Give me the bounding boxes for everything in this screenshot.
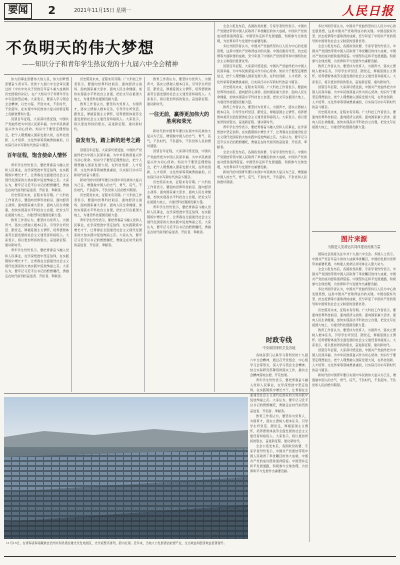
body-paragraph: 历史照亮未来，征程未有穷期。广大科技工作者表示，要面向世界科技前沿、面向经济主战场、面向国家重大需求、面向人民生命健康，加快实现高水平科技自立自强，把论文写在祖国大地上，为建设科技强国贡献力量。 bbox=[5, 192, 69, 218]
body-paragraph: 历史照亮未来，征程未有穷期。广大科技工作者表示，要面向世界科技前沿、面向经济主战场、面向国家重大需求、面向人民生命健康，加快实现高水平科技自立自强，把论文写在祖国大地上，为建设科技强国贡献力量。 bbox=[217, 84, 307, 104]
lead-paragraph: 伟大的事业需要伟大的人民，伟大的梦想需要奋斗者书写。党的十九届六中全会审议通过的《中共中央关于党的百年奋斗重大成就和历史经验的决议》，在广大知识分子和青年学生中引起热烈反响。大家表示，要深入学习领会全会精神，以史为鉴、开创未来，不负时代、不负韶华，在实现中华民族伟大复兴的新征程上贡献智慧和力量。 bbox=[5, 77, 69, 117]
body-paragraph: 回望百年征程，大家深切感受到，中国共产党始终把为中国人民谋幸福、为中华民族谋复兴作为初心使命。知识分子要坚定理想信念，把个人理想融入国家发展大局，在科技创新、人才培养、文化传承等领域勇挑重担，以实际行动书写新时代的奋斗篇章。 bbox=[312, 347, 396, 373]
body-paragraph: 多位外国学者认为，中国共产党始终坚持以人民为中心的发展思想，这是中国共产党取得成功的关键。中国在脱贫攻坚、抗击疫情等方面取得的成就，充分彰显了中国共产党的领导和中国特色社会主义制度的显著优势。 bbox=[312, 24, 396, 44]
body-paragraph: 教育工作者认为，要坚持为党育人、为国育才，落实立德树人根本任务，引导学生听党话、跟党走，厚植爱国主义情怀，培养德智体美劳全面发展的社会主义建设者和接班人。大家表示，将以更加昂扬的姿态，奋进新征程、建功新时代。 bbox=[217, 104, 307, 124]
body-paragraph: 历史照亮未来，征程未有穷期。广大科技工作者表示，要面向世界科技前沿、面向经济主战场、面向国家重大需求、面向人民生命健康，加快实现高水平科技自立自强，把论文写在祖国大地上，为建设科技强国贡献力量。 bbox=[74, 192, 142, 218]
body-paragraph: 教育工作者认为，要坚持为党育人、为国育才，落实立德树人根本任务，引导学生听党话、跟党走，厚植爱国主义情怀，培养德智体美劳全面发展的社会主义建设者和接班人。大家表示，将以更加昂扬的姿态，奋进新征程、建功新时代。 bbox=[250, 413, 308, 443]
body-paragraph: 青年学生纷纷表示，要把青春奋斗融入党和人民事业，在学深悟透中坚定信仰，在实践锻炼中增长才干，让青春在全面建设社会主义现代化国家的火热实践中绽放绚丽之花。大家认为，要牢记习近平总书记的殷殷嘱托，勇做走在时代前列的奋进者、开拓者、奉献者。 bbox=[74, 218, 142, 248]
body-paragraph: 教育工作者认为，要坚持为党育人、为国育才，落实立德树人根本任务，引导学生听党话、跟党走，厚植爱国主义情怀，培养德智体美劳全面发展的社会主义建设者和接班人。大家表示，将以更加昂扬的姿态，奋进新征程、建功新时代。 bbox=[312, 64, 396, 84]
column-divider bbox=[214, 22, 215, 392]
body-paragraph: 回望百年征程，大家深切感受到，中国共产党始终把为中国人民谋幸福、为中华民族谋复兴作为初心使命。知识分子要坚定理想信念，把个人理想融入国家发展大局，在科技创新、人才培养、文化传承等领域勇挑重担，以实际行动书写新时代的奋斗篇章。 bbox=[312, 84, 396, 109]
body-paragraph: 全会公报发布后，各国政党政要、专家学者纷纷表示，中国共产党团结带领中国人民取得了举世瞩目的伟大成就，中国共产党的成功经验值得借鉴。中国坚持走和平发展道路，积极参与全球治理，为世界和平与发展作出重要贡献。 bbox=[312, 267, 396, 287]
body-paragraph: 青年学生纷纷表示，要把青春奋斗融入党和人民事业，在学深悟透中坚定信仰，在实践锻炼中增长才干，让青春在全面建设社会主义现代化国家的火热实践中绽放绚丽之花。大家认为，要牢记习近平总书记的殷殷嘱托，勇做走在时代前列的奋进者、开拓者、奉献者。 bbox=[5, 162, 69, 192]
text-column-2 bbox=[74, 77, 142, 392]
body-paragraph: 新时代的中国青年要以实现中华民族伟大复兴为己任，增强做中国人的志气、骨气、底气，不负时代，不负韶华，不负党和人民的殷切期望。 bbox=[217, 170, 307, 185]
section-heading: 奋发有为，踏上新的赶考之路 bbox=[75, 137, 141, 144]
body-paragraph: 历史照亮未来，征程未有穷期。广大科技工作者表示，要面向世界科技前沿、面向经济主战场、面向国家重大需求、面向人民生命健康，加快实现高水平科技自立自强，把论文写在祖国大地上，为建设科技强国贡献力量。 bbox=[312, 109, 396, 129]
section-label: 要闻 bbox=[4, 3, 32, 19]
box-subheading: 为推进人类命运共同体建设贡献力量 bbox=[327, 245, 381, 249]
section-heading: 百年征程，饱含使命人情怀 bbox=[6, 152, 67, 159]
solar-farm-photo bbox=[4, 397, 248, 539]
body-paragraph: 历史照亮未来，征程未有穷期。广大科技工作者表示，要面向世界科技前沿、面向经济主战场、面向国家重大需求、面向人民生命健康，加快实现高水平科技自立自强，把论文写在祖国大地上，为建设科技强国贡献力量。 bbox=[312, 307, 396, 327]
body-paragraph: 新时代的中国青年要以实现中华民族伟大复兴为己任，增强做中国人的志气、骨气、底气，不负时代，不负韶华，不负党和人民的殷切期望。 bbox=[312, 373, 396, 388]
headline-rule bbox=[4, 74, 212, 75]
text-column-3 bbox=[147, 77, 211, 392]
body-paragraph: 多位外国学者认为，中国共产党始终坚持以人民为中心的发展思想，这是中国共产党取得成功的关键。中国在脱贫攻坚、抗击疫情等方面取得的成就，充分彰显了中国共产党的领导和中国特色社会主义制度的显著优势。 bbox=[312, 287, 396, 307]
body-paragraph: 历史照亮未来，征程未有穷期。广大科技工作者表示，要面向世界科技前沿、面向经济主战场、面向国家重大需求、面向人民生命健康，加快实现高水平科技自立自强，把论文写在祖国大地上，为建设科技强国贡献力量。 bbox=[74, 77, 142, 102]
text-column-5 bbox=[312, 24, 396, 229]
column-divider bbox=[309, 22, 310, 542]
body-paragraph: 各地各部门认真学习贯彻党的十九届六中全会精神，通过召开党组会、中心组学习会等形式，深入学习领会全会精神，结合实际研究部署贯彻落实工作，推动全会精神落地生根、开花结果。 bbox=[250, 353, 308, 378]
issue-date: 2021年11月15日 星期一 bbox=[74, 8, 132, 14]
body-paragraph: 新时代的中国青年要以实现中华民族伟大复兴为己任，增强做中国人的志气、骨气、底气，不负时代，不负韶华，不负党和人民的殷切期望。 bbox=[147, 129, 211, 149]
body-paragraph: 教育工作者认为，要坚持为党育人、为国育才，落实立德树人根本任务，引导学生听党话、跟党走，厚植爱国主义情怀，培养德智体美劳全面发展的社会主义建设者和接班人。大家表示，将以更加昂扬的姿态，奋进新征程、建功新时代。 bbox=[74, 102, 142, 132]
header-rule bbox=[4, 19, 396, 20]
page-header bbox=[4, 3, 396, 19]
photo-credit: 人民视觉 bbox=[200, 533, 213, 537]
news-box-1 bbox=[250, 335, 308, 540]
footer-rule bbox=[4, 556, 396, 557]
news-photo bbox=[4, 397, 248, 539]
header-rule-thin bbox=[4, 21, 396, 22]
body-paragraph: 全会公报发布后，各国政党政要、专家学者纷纷表示，中国共产党团结带领中国人民取得了举世瞩目的伟大成就，中国共产党的成功经验值得借鉴。中国坚持走和平发展道路，积极参与全球治理，为世界和平与发展作出重要贡献。 bbox=[312, 44, 396, 64]
text-column-1 bbox=[5, 77, 69, 392]
body-paragraph: 教育工作者认为，要坚持为党育人、为国育才，落实立德树人根本任务，引导学生听党话、跟党走，厚植爱国主义情怀，培养德智体美劳全面发展的社会主义建设者和接班人。大家表示，将以更加昂扬的姿态，奋进新征程、建功新时代。 bbox=[5, 218, 69, 248]
photo-caption: 11月13日，在青海省海南藏族自治州共和县塔拉滩光伏发电园区，光伏板整齐排列，蔚为壮观。近年来，当地大力发展清洁能源产业，生态效益和经济效益显著提升。 bbox=[6, 541, 227, 545]
masthead-logo: 人民日报 bbox=[341, 4, 394, 18]
article-subheadline: ——知识分子和青年学生热议党的十九届六中全会精神 bbox=[22, 60, 178, 68]
body-paragraph: 历史照亮未来，征程未有穷期。广大科技工作者表示，要面向世界科技前沿、面向经济主战场、面向国家重大需求、面向人民生命健康，加快实现高水平科技自立自强，把论文写在祖国大地上，为建设科技强国贡献力量。 bbox=[147, 179, 211, 204]
body-paragraph: 教育工作者认为，要坚持为党育人、为国育才，落实立德树人根本任务，引导学生听党话、跟党走，厚植爱国主义情怀，培养德智体美劳全面发展的社会主义建设者和接班人。大家表示，将以更加昂扬的姿态，奋进新征程、建功新时代。 bbox=[312, 327, 396, 347]
box-heading: 图片来源 bbox=[341, 235, 367, 243]
body-paragraph: 回望百年征程，大家深切感受到，中国共产党始终把为中国人民谋幸福、为中华民族谋复兴作为初心使命。知识分子要坚定理想信念，把个人理想融入国家发展大局，在科技创新、人才培养、文化传承等领域勇挑重担，以实际行动书写新时代的奋斗篇章。 bbox=[74, 147, 142, 177]
section-heading: 一往无前，赢得更加伟大的胜利和荣光 bbox=[148, 112, 209, 126]
box-rule bbox=[312, 231, 396, 232]
page-number: 2 bbox=[48, 4, 56, 17]
body-paragraph: 多位外国学者认为，中国共产党始终坚持以人民为中心的发展思想，这是中国共产党取得成功的关键。中国在脱贫攻坚、抗击疫情等方面取得的成就，充分彰显了中国共产党的领导和中国特色社会主义制度的显著优势。 bbox=[217, 44, 307, 64]
body-paragraph: 青年学生纷纷表示，要把青春奋斗融入党和人民事业，在学深悟透中坚定信仰，在实践锻炼中增长才干，让青春在全面建设社会主义现代化国家的火热实践中绽放绚丽之花。大家认为，要牢记习近平总书记的殷殷嘱托，勇做走在时代前列的奋进者、开拓者、奉献者。 bbox=[5, 248, 69, 278]
box-heading: 时政专线 bbox=[266, 336, 292, 344]
column-divider bbox=[71, 77, 72, 392]
news-box-2 bbox=[312, 234, 396, 540]
body-paragraph: 青年学生纷纷表示，要把青春奋斗融入党和人民事业，在学深悟透中坚定信仰，在实践锻炼中增长才干，让青春在全面建设社会主义现代化国家的火热实践中绽放绚丽之花。大家认为，要牢记习近平总书记的殷殷嘱托，勇做走在时代前列的奋进者、开拓者、奉献者。 bbox=[250, 378, 308, 413]
box-subheading: 中央和国家机关及各地 bbox=[262, 346, 296, 350]
body-paragraph: 全会公报发布后，各国政党政要、专家学者纷纷表示，中国共产党团结带领中国人民取得了举世瞩目的伟大成就，中国共产党的成功经验值得借鉴。中国坚持走和平发展道路，积极参与全球治理，为世界和平与发展作出重要贡献。 bbox=[250, 443, 308, 474]
body-paragraph: 教育工作者认为，要坚持为党育人、为国育才，落实立德树人根本任务，引导学生听党话、跟党走，厚植爱国主义情怀，培养德智体美劳全面发展的社会主义建设者和接班人。大家表示，将以更加昂扬的姿态，奋进新征程、建功新时代。 bbox=[147, 77, 211, 107]
body-paragraph: 全会公报发布后，各国政党政要、专家学者纷纷表示，中国共产党团结带领中国人民取得了举世瞩目的伟大成就，中国共产党的成功经验值得借鉴。中国坚持走和平发展道路，积极参与全球治理，为世界和平与发展作出重要贡献。 bbox=[217, 24, 307, 44]
article-headline: 不负明天的伟大梦想 bbox=[6, 39, 155, 57]
body-paragraph: 回望百年征程，大家深切感受到，中国共产党始终把为中国人民谋幸福、为中华民族谋复兴作为初心使命。知识分子要坚定理想信念，把个人理想融入国家发展大局，在科技创新、人才培养、文化传承等领域勇挑重担，以实际行动书写新时代的奋斗篇章。 bbox=[5, 117, 69, 147]
body-paragraph: 回望百年征程，大家深切感受到，中国共产党始终把为中国人民谋幸福、为中华民族谋复兴作为初心使命。知识分子要坚定理想信念，把个人理想融入国家发展大局，在科技创新、人才培养、文化传承等领域勇挑重担，以实际行动书写新时代的奋斗篇章。 bbox=[147, 149, 211, 179]
column-divider bbox=[144, 77, 145, 392]
body-paragraph: 新时代的中国青年要以实现中华民族伟大复兴为己任，增强做中国人的志气、骨气、底气，不负时代，不负韶华，不负党和人民的殷切期望。 bbox=[74, 177, 142, 192]
body-paragraph: 青年学生纷纷表示，要把青春奋斗融入党和人民事业，在学深悟透中坚定信仰，在实践锻炼中增长才干，让青春在全面建设社会主义现代化国家的火热实践中绽放绚丽之花。大家认为，要牢记习近平总书记的殷殷嘱托，勇做走在时代前列的奋进者、开拓者、奉献者。 bbox=[147, 204, 211, 235]
body-paragraph: 国际社会高度关注中共十九届六中全会。多国人士表示，中国共产党百年奋斗的伟大成就举世瞩目，中国的发展为世界带来重要机遇，为构建人类命运共同体注入强大动力。 bbox=[312, 252, 396, 267]
body-paragraph: 青年学生纷纷表示，要把青春奋斗融入党和人民事业，在学深悟透中坚定信仰，在实践锻炼中增长才干，让青春在全面建设社会主义现代化国家的火热实践中绽放绚丽之花。大家认为，要牢记习近平总书记的殷殷嘱托，勇做走在时代前列的奋进者、开拓者、奉献者。 bbox=[217, 124, 307, 150]
body-paragraph: 全会公报发布后，各国政党政要、专家学者纷纷表示，中国共产党团结带领中国人民取得了举世瞩目的伟大成就，中国共产党的成功经验值得借鉴。中国坚持走和平发展道路，积极参与全球治理，为世界和平与发展作出重要贡献。 bbox=[217, 150, 307, 170]
body-paragraph: 回望百年征程，大家深切感受到，中国共产党始终把为中国人民谋幸福、为中华民族谋复兴作为初心使命。知识分子要坚定理想信念，把个人理想融入国家发展大局，在科技创新、人才培养、文化传承等领域勇挑重担，以实际行动书写新时代的奋斗篇章。 bbox=[217, 64, 307, 84]
